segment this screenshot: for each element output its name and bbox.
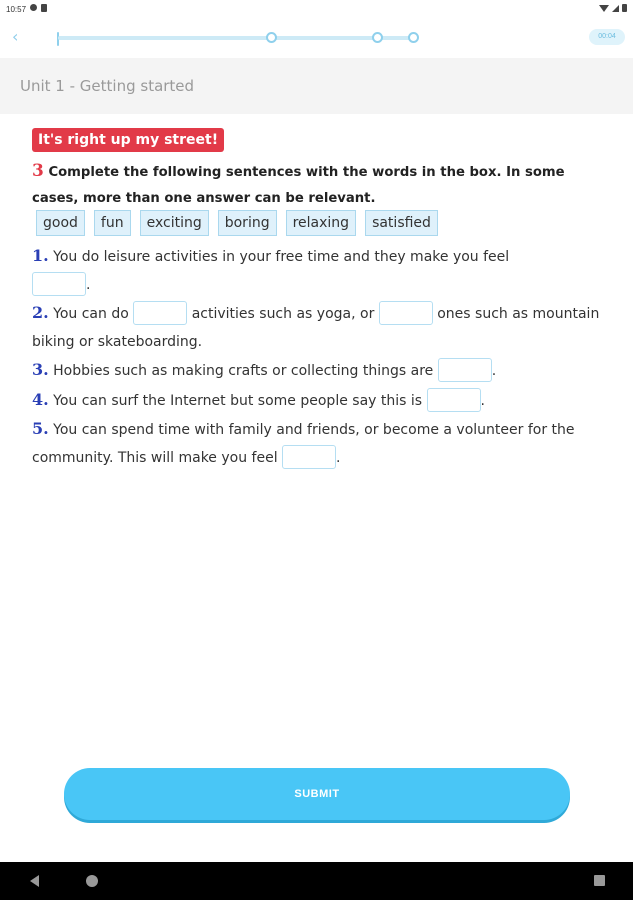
sentence-text: Hobbies such as making crafts or collecting things are <box>53 363 438 379</box>
unit-header <box>0 58 633 114</box>
word-chip[interactable]: boring <box>218 210 277 236</box>
back-button[interactable] <box>12 28 30 48</box>
word-box <box>36 210 438 236</box>
answer-blank[interactable] <box>438 358 492 382</box>
sim-icon <box>41 4 47 12</box>
progress-checkpoint <box>408 32 419 43</box>
progress-checkpoint <box>372 32 383 43</box>
lesson-progress-header <box>0 20 633 58</box>
exercise-instruction <box>32 158 602 212</box>
nav-back-icon[interactable] <box>30 875 39 887</box>
progress-checkpoint <box>266 32 277 43</box>
answer-blank[interactable] <box>282 445 336 469</box>
nav-recents-icon[interactable] <box>594 875 605 886</box>
sentence-text: You do leisure activities in your free time and they make you feel <box>53 249 510 265</box>
section-badge: It's right up my street! <box>32 128 224 152</box>
word-chip[interactable]: satisfied <box>365 210 438 236</box>
status-bar <box>0 0 633 20</box>
status-icons-left <box>30 4 47 12</box>
sentence-text: You can surf the Internet but some people say this is <box>53 392 427 409</box>
system-nav-bar <box>0 862 633 900</box>
answer-blank[interactable] <box>379 301 433 325</box>
sentence-number: 2. <box>32 303 49 322</box>
chevron-left-icon: ‹ <box>12 27 19 46</box>
status-icons-right <box>599 4 627 12</box>
battery-icon <box>622 4 627 12</box>
timer-badge: 00:04 <box>589 29 625 45</box>
sentence-number: 3. <box>32 360 49 379</box>
sentence-text: You can do <box>53 306 134 322</box>
answer-blank[interactable] <box>427 388 481 412</box>
notification-icon <box>30 4 37 11</box>
word-chip[interactable]: exciting <box>140 210 209 236</box>
sentence-1 <box>32 242 602 299</box>
exercise-number: 3 <box>32 161 44 181</box>
sentence-text: You can spend time with family and friends, or become a volunteer for the community. This will make you feel <box>32 422 575 466</box>
submit-button[interactable]: SUBMIT <box>64 768 570 820</box>
sentence-text: . <box>491 363 497 379</box>
sentence-text: . <box>336 449 341 466</box>
sentence-text: . <box>480 392 485 409</box>
sentence-number: 4. <box>32 389 49 409</box>
instruction-text: Complete the following sentences with the words in the box. In some cases, more than one answer can be relevant. <box>32 165 565 206</box>
sentence-number: 1. <box>32 246 49 265</box>
sentence-3 <box>32 356 602 386</box>
progress-bar <box>58 36 418 40</box>
answer-blank[interactable] <box>32 272 86 296</box>
nav-home-icon[interactable] <box>86 875 98 887</box>
word-chip[interactable]: good <box>36 210 85 236</box>
unit-title: Unit 1 - Getting started <box>20 77 195 95</box>
answer-blank[interactable] <box>133 301 187 325</box>
word-chip[interactable]: fun <box>94 210 131 236</box>
sentence-text: . <box>86 276 91 293</box>
sentence-4 <box>32 386 602 416</box>
sentence-5 <box>32 415 602 472</box>
word-chip[interactable]: relaxing <box>286 210 356 236</box>
wifi-icon <box>599 5 609 12</box>
sentence-text: activities such as yoga, or <box>191 306 379 322</box>
sentence-number: 5. <box>32 419 49 438</box>
status-time: 10:57 <box>6 5 27 14</box>
signal-icon <box>612 5 619 12</box>
sentence-list <box>32 242 602 472</box>
sentence-text: ones such as mountain biking or skateboarding. <box>32 306 600 350</box>
sentence-2 <box>32 299 602 356</box>
